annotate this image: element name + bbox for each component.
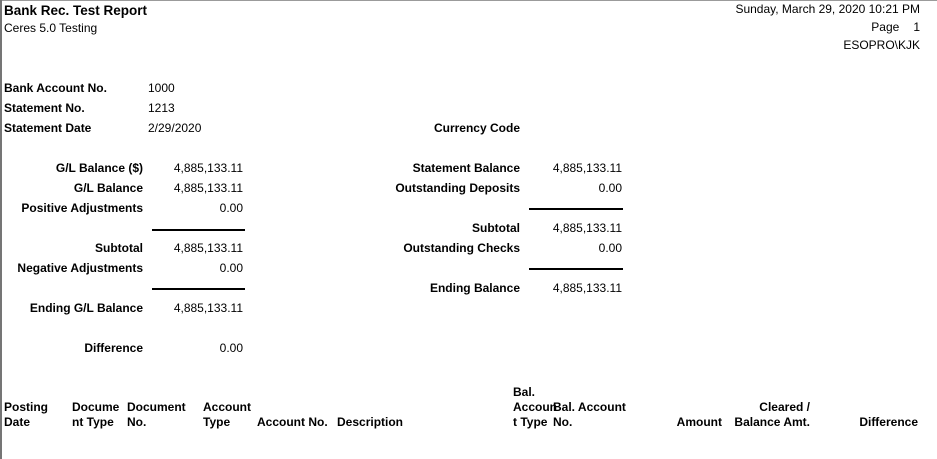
report-title: Bank Rec. Test Report <box>4 3 148 18</box>
column-header-account-no: Account No. <box>257 415 328 429</box>
positive-adjustments-label: Positive Adjustments <box>21 201 143 215</box>
outstanding-deposits-label: Outstanding Deposits <box>395 181 520 195</box>
statement-date-value: 2/29/2020 <box>148 121 202 135</box>
column-header-description: Description <box>337 415 404 429</box>
ending-gl-balance-label: Ending G/L Balance <box>29 301 143 315</box>
negative-adjustments-value: 0.00 <box>219 261 243 275</box>
bank-account-no-value: 1000 <box>148 81 175 95</box>
column-header-document-type: Docume nt Type <box>72 400 120 429</box>
column-header-bal-account-type: Bal. Accoun t Type <box>513 385 558 429</box>
report-subtitle: Ceres 5.0 Testing <box>4 21 98 35</box>
report-datetime: Sunday, March 29, 2020 10:21 PM <box>735 2 920 16</box>
statement-balance-value: 4,885,133.11 <box>552 161 622 175</box>
positive-adjustments-value: 0.00 <box>219 201 243 215</box>
ending-balance-rule <box>529 268 623 270</box>
statement-subtotal-label: Subtotal <box>472 221 520 235</box>
negative-adjustments-label: Negative Adjustments <box>17 261 143 275</box>
outstanding-deposits-value: 0.00 <box>598 181 622 195</box>
gl-subtotal-rule <box>152 229 245 231</box>
difference-label: Difference <box>84 341 143 355</box>
statement-date-label: Statement Date <box>4 121 92 135</box>
gl-subtotal-value: 4,885,133.11 <box>173 241 243 255</box>
outstanding-checks-value: 0.00 <box>598 241 622 255</box>
column-header-amount: Amount <box>676 415 722 429</box>
column-header-document-no: Document No. <box>127 400 186 429</box>
column-header-cleared-balance-amt: Cleared / Balance Amt. <box>734 400 810 429</box>
statement-no-value: 1213 <box>148 101 175 115</box>
page-label: Page <box>871 20 900 34</box>
gl-balance-usd-label: G/L Balance ($) <box>55 161 143 175</box>
currency-code-label: Currency Code <box>433 121 520 135</box>
statement-subtotal-value: 4,885,133.11 <box>552 221 622 235</box>
gl-balance-value: 4,885,133.11 <box>173 181 243 195</box>
column-header-posting-date: Posting Date <box>4 400 48 429</box>
difference-value: 0.00 <box>219 341 243 355</box>
column-header-bal-account-no: Bal. Account No. <box>553 400 626 429</box>
ending-balance-value: 4,885,133.11 <box>552 281 622 295</box>
ending-balance-label: Ending Balance <box>429 281 520 295</box>
statement-subtotal-rule <box>529 208 623 210</box>
user-id: ESOPRO\KJK <box>843 38 920 52</box>
gl-balance-usd-value: 4,885,133.11 <box>173 161 243 175</box>
column-header-account-type: Account Type <box>203 400 251 429</box>
page-left-edge <box>0 0 2 459</box>
ending-gl-balance-rule <box>152 288 245 290</box>
statement-no-label: Statement No. <box>4 101 85 115</box>
page-number: 1 <box>913 20 920 34</box>
gl-balance-label: G/L Balance <box>73 181 143 195</box>
gl-subtotal-label: Subtotal <box>95 241 143 255</box>
column-header-difference: Difference <box>859 415 918 429</box>
page-top-edge <box>0 0 937 1</box>
statement-balance-label: Statement Balance <box>412 161 520 175</box>
outstanding-checks-label: Outstanding Checks <box>403 241 520 255</box>
bank-account-no-label: Bank Account No. <box>4 81 107 95</box>
page-indicator <box>620 20 920 35</box>
ending-gl-balance-value: 4,885,133.11 <box>173 301 243 315</box>
